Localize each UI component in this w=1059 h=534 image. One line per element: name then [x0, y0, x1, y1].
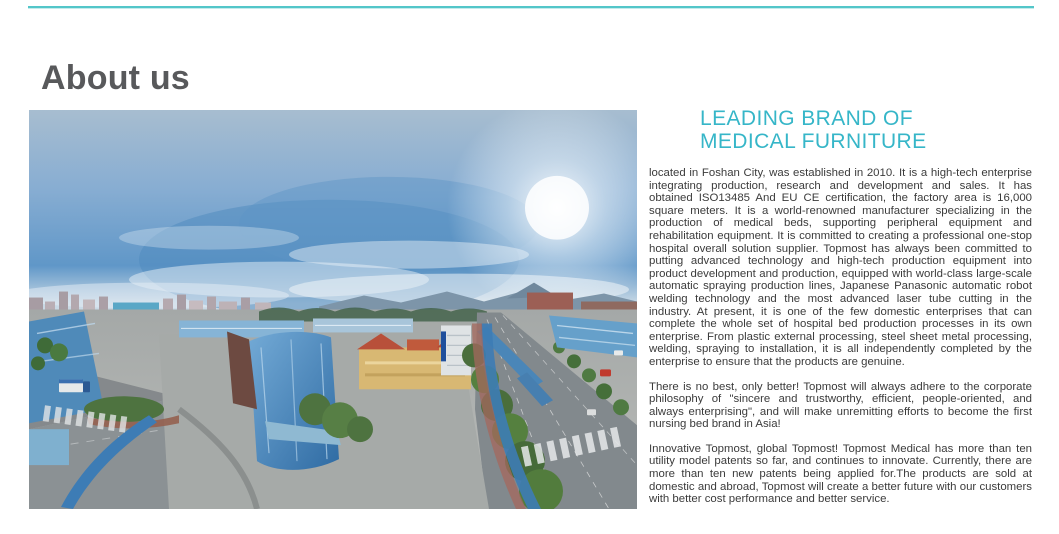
about-paragraphs	[649, 167, 1032, 506]
factory-panorama-image	[29, 110, 637, 509]
section-title-line2: MEDICAL FURNITURE	[700, 130, 927, 153]
about-paragraph-1: located in Foshan City, was established in 2010. It is a high-tech enterprise integrating production, research and development and sales. It has obtained ISO13485 And EU CE certification, the factory area is 16,000 square meters. It is a world-renowned manufacturer specializing in the production of medical beds, supporting peripheral equipment and rehabilitation equipment. It is committed to creating a professional one-stop hospital overall solution supplier. Topmost has always been committed to putting advanced technology and high-tech production equipment into product development and production, equipped with world-class large-scale automatic spraying production lines, Japanese Panasonic automatic robot welding technology and the most advanced laser tube cutting in the industry. At present, it is one of the few domestic enterprises that can complete the whole set of hospital bed production processes in its own enterprise. From plastic external processing, steel sheet metal processing, welding, spraying to installation, it is all independently completed by the enterprise to ensure that the products are genuine.	[649, 167, 1032, 368]
about-paragraph-2: There is no best, only better! Topmost will always adhere to the corporate philosophy of "sincere and trustworthy, efficient, people-oriented, and always enterprising", and will make unremitting efforts to become the first nursing bed brand in Asia!	[649, 380, 1032, 431]
about-text-column	[649, 107, 1032, 506]
page-title: About us	[41, 58, 190, 97]
top-accent-divider	[28, 6, 1034, 8]
section-title-line1: LEADING BRAND OF	[700, 107, 913, 130]
section-title	[649, 107, 1032, 153]
about-paragraph-3: Innovative Topmost, global Topmost! Topmost Medical has more than ten utility model patents so far, and continues to innovate. Currently, there are more than ten new patents being applied for.The products are sold at domestic and abroad, Topmost will create a better future with our customers with better cost performance and better service.	[649, 442, 1032, 506]
